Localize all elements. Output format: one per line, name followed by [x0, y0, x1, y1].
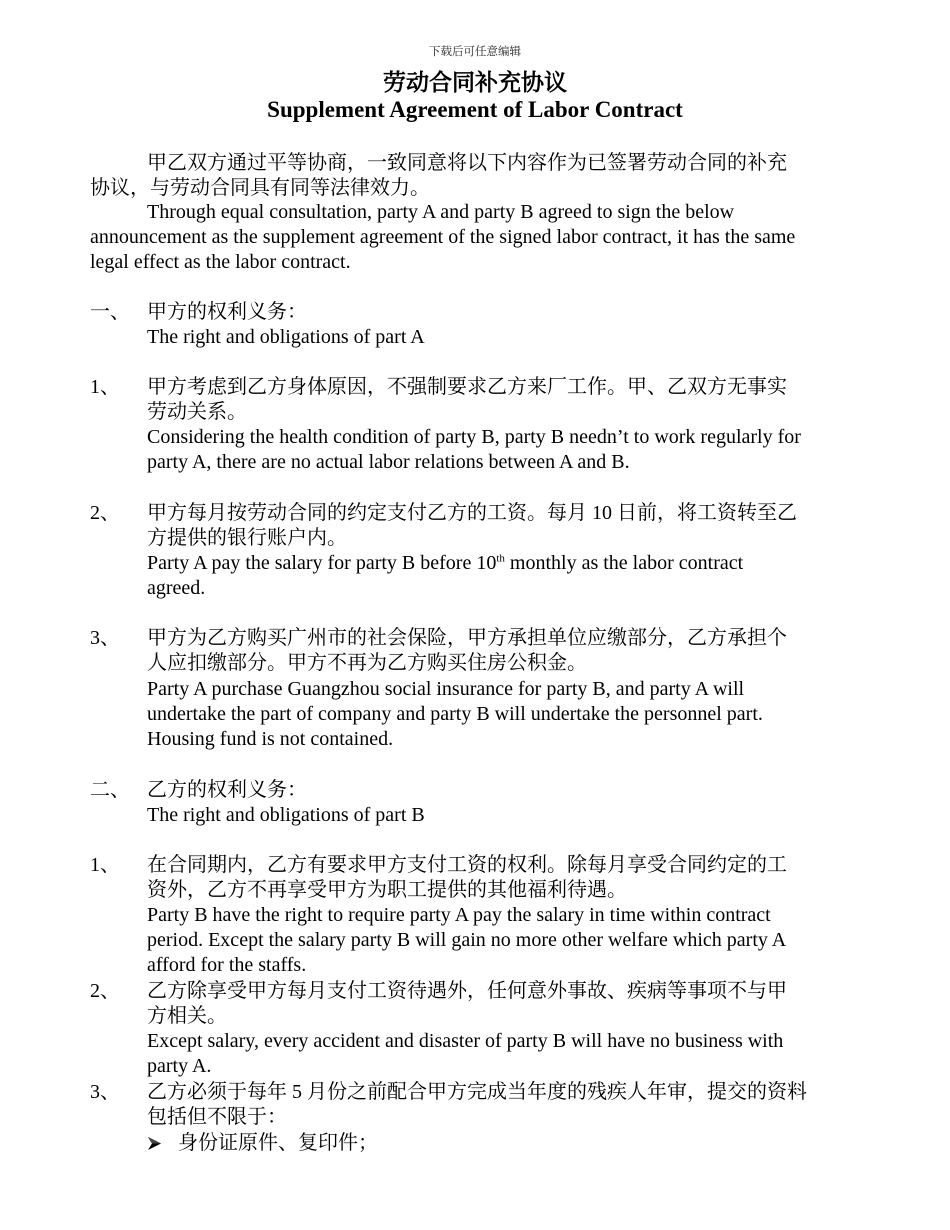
bullet-text: 身份证原件、复印件； [178, 1132, 378, 1154]
clause-en-text: Party A pay the salary for party B before 10 [147, 552, 497, 574]
clause-cn-line: 甲方每月按劳动合同的约定支付乙方的工资。每月 10 日前，将工资转至乙 [147, 502, 797, 524]
clause-en-line: Housing fund is not contained. [147, 728, 394, 750]
clause-en-line: Except salary, every accident and disaster of party B will have no business with [147, 1030, 784, 1052]
clause-cn-line: 在合同期内，乙方有要求甲方支付工资的权利。除每月享受合同约定的工 [147, 854, 787, 876]
section-heading-cn: 乙方的权利义务： [147, 779, 307, 801]
arrow-bullet-icon [147, 1136, 162, 1151]
clause-en-line: undertake the part of company and party B will undertake the personnel part. [147, 703, 763, 725]
clause-en-line: Party A purchase Guangzhou social insurance for party B, and party A will [147, 678, 745, 700]
clause-en-line: Party B have the right to require party A pay the salary in time within contract [147, 904, 771, 926]
section-heading-en: The right and obligations of part B [147, 804, 425, 826]
clause-cn-line: 劳动关系。 [147, 401, 247, 423]
clause-cn-line: 甲方为乙方购买广州市的社会保险，甲方承担单位应缴部分，乙方承担个 [147, 627, 787, 649]
clause-number: 2、 [90, 980, 120, 1002]
intro-en-line: Through equal consultation, party A and party B agreed to sign the below [147, 201, 735, 223]
section-number: 一、 [90, 301, 130, 323]
clause-number: 1、 [90, 376, 120, 398]
clause-en-line: Considering the health condition of party B, party B needn’t to work regularly for [147, 426, 801, 448]
intro-cn-line: 协议，与劳动合同具有同等法律效力。 [90, 177, 430, 199]
clause-cn-line: 人应扣缴部分。甲方不再为乙方购买住房公积金。 [147, 652, 587, 674]
clause-en-text: monthly as the labor contract [504, 552, 744, 574]
document-title-cn: 劳动合同补充协议 [383, 70, 567, 95]
section-heading-cn: 甲方的权利义务： [147, 301, 307, 323]
clause-en-line: party A, there are no actual labor relations between A and B. [147, 451, 630, 473]
clause-en-line [147, 550, 743, 576]
header-note: 下载后可任意编辑 [429, 46, 521, 58]
clause-number: 3、 [90, 1081, 120, 1103]
intro-en-line: announcement as the supplement agreement of the signed labor contract, it has the same [90, 226, 796, 248]
ordinal-suffix: th [496, 552, 505, 565]
clause-number: 3、 [90, 627, 120, 649]
clause-cn-line: 方提供的银行账户内。 [147, 527, 347, 549]
clause-cn-line: 方相关。 [147, 1005, 227, 1027]
clause-en-line: party A. [147, 1055, 212, 1077]
clause-en-line: agreed. [147, 577, 206, 599]
clause-cn-line: 乙方除享受甲方每月支付工资待遇外，任何意外事故、疾病等事项不与甲 [147, 980, 787, 1002]
clause-en-line: period. Except the salary party B will gain no more other welfare which party A [147, 929, 787, 951]
clause-cn-line: 包括但不限于： [147, 1106, 287, 1128]
intro-en-line: legal effect as the labor contract. [90, 251, 351, 273]
clause-cn-line: 乙方必须于每年 5 月份之前配合甲方完成当年度的残疾人年审，提交的资料 [147, 1081, 807, 1103]
document-title-en: Supplement Agreement of Labor Contract [267, 97, 683, 122]
section-number: 二、 [90, 779, 130, 801]
section-heading-en: The right and obligations of part A [147, 326, 425, 348]
clause-en-line: afford for the staffs. [147, 954, 307, 976]
intro-cn-line: 甲乙双方通过平等协商，一致同意将以下内容作为已签署劳动合同的补充 [147, 152, 787, 174]
clause-cn-line: 甲方考虑到乙方身体原因，不强制要求乙方来厂工作。甲、乙双方无事实 [147, 376, 787, 398]
clause-number: 1、 [90, 854, 120, 876]
clause-cn-line: 资外，乙方不再享受甲方为职工提供的其他福利待遇。 [147, 879, 627, 901]
clause-number: 2、 [90, 502, 120, 524]
